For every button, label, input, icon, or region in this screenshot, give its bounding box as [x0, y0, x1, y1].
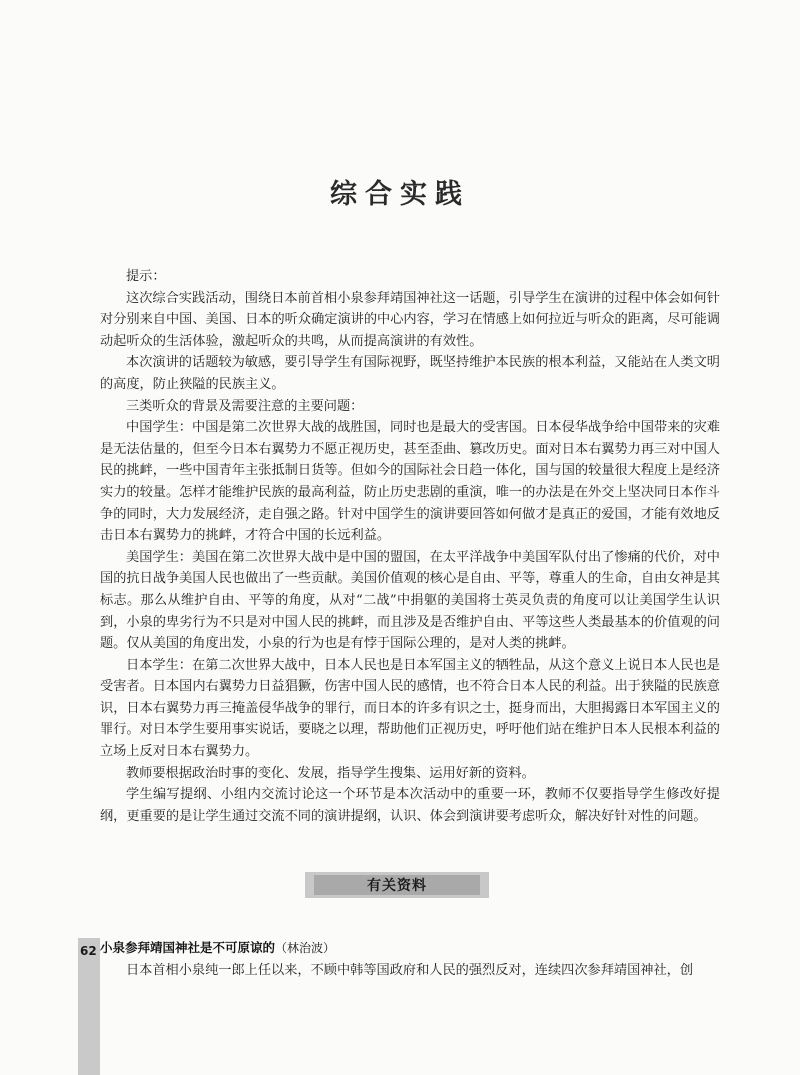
page-number: 62 [80, 944, 97, 958]
article-first-line: 日本首相小泉纯一郎上任以来，不顾中韩等国政府和人民的强烈反对，连续四次参拜靖国神社，创 [126, 963, 694, 978]
paragraph: 本次演讲的话题较为敏感，要引导学生有国际视野，既坚持维护本民族的根本利益，又能站在人类文明的高度，防止狭隘的民族主义。 [100, 355, 720, 392]
article-heading [100, 938, 335, 956]
body-text [100, 266, 720, 827]
section-banner [305, 872, 489, 898]
page-number-tab [78, 938, 100, 1075]
article-title: 小泉参拜靖国神社是不可原谅的 [100, 940, 276, 955]
paragraph: 学生编写提纲、小组内交流讨论这一个环节是本次活动中的重要一环，教师不仅要指导学生修改好提纲，更重要的是让学生通过交流不同的演讲提纲，认识、体会到演讲要考虑听众，解决好针对性的问题。 [100, 787, 720, 824]
paragraph: 这次综合实践活动，围绕日本前首相小泉参拜靖国神社这一话题，引导学生在演讲的过程中体会如何针对分别来自中国、美国、日本的听众确定演讲的中心内容，学习在情感上如何拉近与听众的距离，尽可能调动起听众的生活体验，激起听众的共鸣，从而提高演讲的有效性。 [100, 290, 720, 349]
paragraph: 美国学生：美国在第二次世界大战中是中国的盟国，在太平洋战争中美国军队付出了惨痛的代价，对中国的抗日战争美国人民也做出了一些贡献。美国价值观的核心是自由、平等，尊重人的生命，自由女神是其标志。那么从维护自由、平等的角度，从对“二战”中捐躯的美国将士英灵负责的角度可以让美国学生认识到，小泉的卑劣行为不只是对中国人民的挑衅，而且涉及是否维护自由、平等这些人类最基本的价值观的问题。仅从美国的角度出发，小泉的行为也是有悖于国际公理的，是对人类的挑衅。 [100, 549, 720, 652]
hint-label: 提示： [126, 269, 166, 284]
paragraph: 中国学生：中国是第二次世界大战的战胜国，同时也是最大的受害国。日本侵华战争给中国带来的灾难是无法估量的，但至今日本右翼势力不愿正视历史，甚至歪曲、篡改历史。面对日本右翼势力再三对中国人民的挑衅，一些中国青年主张抵制日货等。但如今的国际社会日趋一体化，国与国的较量很大程度上是经济实力的较量。怎样才能维护民族的最高利益，防止历史悲剧的重演，唯一的办法是在外交上坚决同日本作斗争的同时，大力发展经济，走自强之路。针对中国学生的演讲要回答如何做才是真正的爱国，才能有效地反击日本右翼势力的挑衅，才符合中国的长远利益。 [100, 420, 720, 544]
paragraph: 日本学生：在第二次世界大战中，日本人民也是日本军国主义的牺牲品，从这个意义上说日本人民也是受害者。日本国内右翼势力日益猖獗，伤害中国人民的感情，也不符合日本人民的利益。出于狭隘的民族意识，日本右翼势力再三掩盖侵华战争的罪行，而日本的许多有识之士，挺身而出，大胆揭露日本军国主义的罪行。对日本学生要用事实说话，要晓之以理，帮助他们正视历史，呼吁他们站在维护日本人民根本利益的立场上反对日本右翼势力。 [100, 657, 720, 760]
article-author: （林治波） [275, 941, 336, 955]
paragraph: 教师要根据政治时事的变化、发展，指导学生搜集、运用好新的资料。 [126, 765, 535, 781]
section-banner-label: 有关资料 [314, 875, 480, 895]
page-title: 综合实践 [330, 179, 470, 210]
paragraph: 三类听众的背景及需要注意的主要问题： [126, 398, 364, 414]
